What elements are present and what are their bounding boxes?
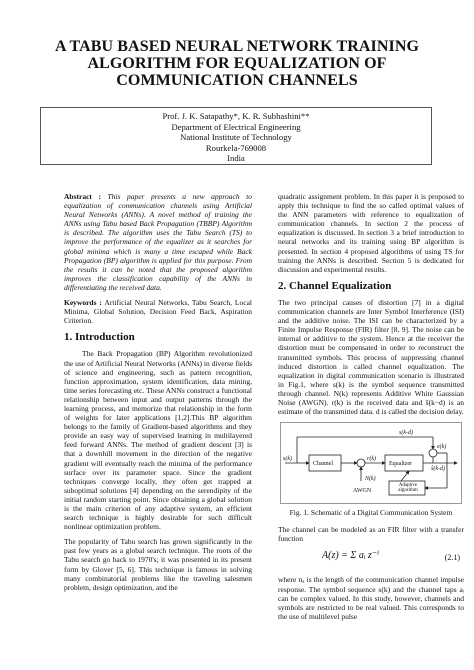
- abstract-label: Abstract :: [64, 192, 101, 201]
- channel-paragraph-1: The two principal causes of distortion [7] in a digital communication channels are Inter Symbol Interference (ISI) and the additive noise. The ISI can be characterized by a Finite Impulse Response (FIR) filter [8, 9]. The noise can be internal or additive to the system. Hence at the receiver the distortion must be compensated in order to reconstruct the transmitted symbols. This process of suppressing channel induced distortion is called channel equalization. The equalization in digital communication scenario is illustrated in Fig.1, where s(k) is the symbol sequence transmitted through channel. N(k) represents Additive White Gaussian Noise (AWGN). r(k) is the received data and ŝ(k−d) is an estimate of the transmitted data. d is called the decision delay.: [278, 297, 464, 417]
- section-heading-introduction: 1. Introduction: [64, 331, 135, 344]
- fig-label-adaptive: Adaptive algorithm: [398, 483, 418, 494]
- fig-label-rk: r(k): [367, 456, 376, 463]
- fig-label-awgn: AWGN: [353, 488, 372, 495]
- author-names: Prof. J. K. Satapathy*, K. R. Subhashini**: [162, 111, 310, 121]
- intro-paragraph-2: The popularity of Tabu search has grown significantly in the past few years as a global search technique. The roots of the Tabu search go back to 1970's; it was presented in its present form by Glover [5, 6]. This technique is famous in solving many combinatorial problems like the traveling salesmen problem, design optimization, and the: [64, 537, 252, 592]
- author-city: Rourkela-769008: [205, 142, 267, 153]
- keywords: [64, 298, 252, 325]
- figure-1-caption: Fig. 1. Schematic of a Digital Communication System: [289, 508, 453, 518]
- error-node: [429, 449, 437, 457]
- equation-body: A(z) = Σ aᵢ z⁻ⁱ: [322, 550, 380, 562]
- equation-number: (2.1): [444, 553, 460, 563]
- author-institute: National Institute of Technology: [180, 132, 292, 143]
- right-column: [278, 192, 464, 627]
- fig-label-equalizer: Equalizer: [389, 461, 412, 468]
- author-department: Department of Electrical Engineering: [171, 121, 301, 132]
- abstract: [64, 192, 252, 292]
- author-country: India: [227, 153, 245, 164]
- fig-label-output: ŝ(k-d): [431, 466, 445, 473]
- figure-1-diagram: [280, 422, 462, 504]
- equation-2-1: [278, 549, 464, 571]
- fig-label-channel: Channel: [313, 461, 333, 468]
- summing-node: [357, 459, 365, 467]
- fig-label-noise: N(k): [365, 476, 376, 483]
- keywords-text: Artificial Neural Networks, Tabu Search, Local Minima, Global Solution, Decision Feed Back, Aspiration Criterion.: [64, 298, 252, 326]
- author-block: [40, 107, 432, 165]
- right-paragraph-1: quadratic assignment problem. In this paper it is proposed to apply this technique to find the so called optimal values of the ANN parameters with reference to equalization of communication channels. In section 2 the process of equalization is discussed. In section 3 a brief introduction to neural networks and its training using BP algorithm is presented. In section 4 proposed algorithms of using TS for training the ANNs is described. Section 5 is dedicated for discussion and experimental results.: [278, 192, 464, 274]
- fig-label-input: s(k): [283, 456, 292, 463]
- intro-paragraph-1: The Back Propagation (BP) Algorithm revolutionized the use of Artificial Neural Networks (ANNs) in diverse fields of science and engineering, such as pattern recognition, function approximation, system identification, data mining, time series forecasting etc. These ANNs construct a functional relationship between input and output patterns through the learning process, and memorize that relationship in the form of weights for later applications [1,2].This BP algorithm belongs to the family of Gradient-based algorithms and they provide an easy way of supervised learning in multilayered feed forward ANNs. The method of gradient descent [3] is that a downhill movement in the direction of the negative gradient will eventually reach the minima of the performance surface over its parameter space. Since the gradient techniques converge locally, they often get trapped at suboptimal solutions [4] depending on the serendipity of the initial random starting point. Since obtaining a global solution is the main criterion of any adaptive system, an efficient search technique is highly desirable for such difficult nonlinear optimization problem.: [64, 349, 252, 532]
- channel-paragraph-2: The channel can be modeled as an FIR filter with a transfer function: [278, 525, 464, 544]
- fig-label-delay: s(k-d): [399, 430, 413, 437]
- left-column: [64, 192, 252, 598]
- channel-paragraph-3: where nₐ is the length of the communication channel impulse response. The symbol sequence s(k) and the channel taps aᵢ can be complex valued. In this study, however, channels and symbols are restricted to be real valued. This corresponds to the use of multilevel pulse: [278, 575, 464, 621]
- abstract-text: This paper presents a new approach to equalization of communication channels using Artificial Neural Networks (ANNs). A novel method of training the ANNs using Tabu based Back Propagation (TBBP) Algorithm is described. The algorithm uses the Tabu Search (TS) to improve the performance of the equalizer as it searches for global minima which is many a time escaped while Back Propagation (BP) algorithm is applied for this purpose. From the results it can be noted that the proposed algorithm improves the classification capability of the ANNs in differentiating the received data.: [64, 192, 252, 292]
- section-heading-channel-equalization: 2. Channel Equalization: [278, 279, 392, 292]
- fig-label-error: e(k): [437, 444, 447, 451]
- keywords-label: Keywords :: [64, 298, 102, 308]
- paper-title: A TABU BASED NEURAL NETWORK TRAINING ALGORITHM FOR EQUALIZATION OF COMMUNICATION CHANNELS: [54, 38, 420, 89]
